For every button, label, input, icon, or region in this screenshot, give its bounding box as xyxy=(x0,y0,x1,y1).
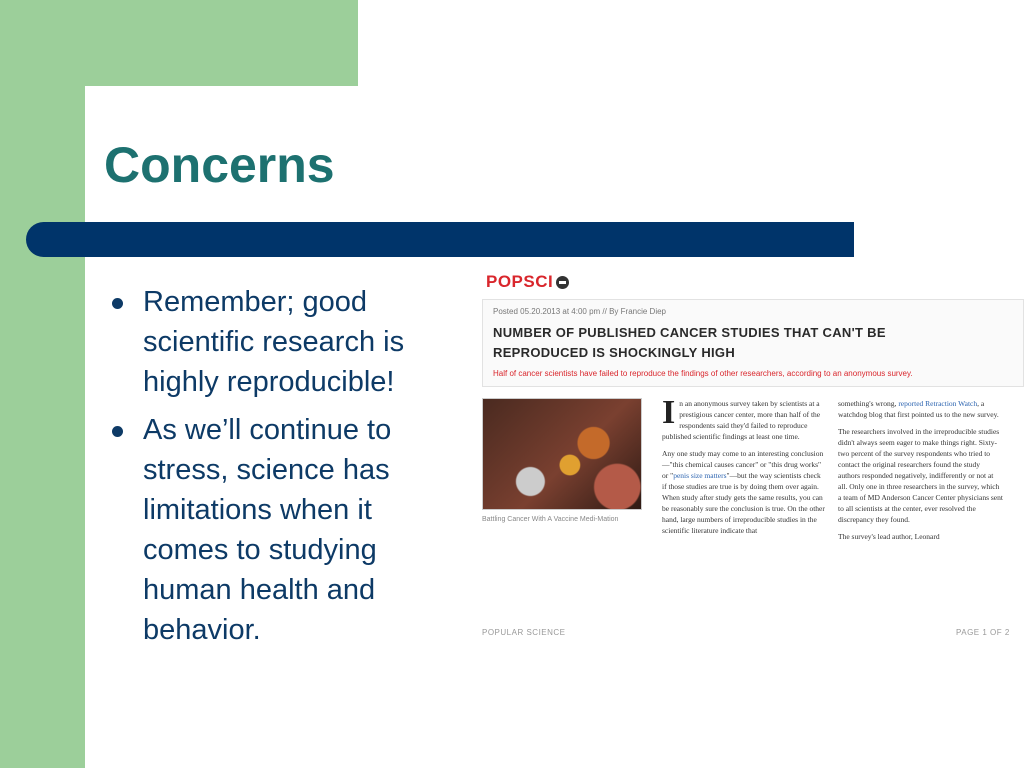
bullet-item xyxy=(108,410,453,650)
article-paragraph: The researchers involved in the irreproducible studies didn't always seem eager to make things right. Sixty-two percent of the survey respondents who tried to contact the original researchers found the study authors responded negatively, indifferently or not at all. Only one in three researchers in the survey, which a team of MD Anderson Cancer Center physicians sent to all scientists at the center, ever resolved the discrepancy they found. xyxy=(838,427,1003,524)
article-paragraph xyxy=(838,398,1003,420)
article-paragraph xyxy=(662,448,827,536)
article-column-1 xyxy=(662,394,827,542)
popsci-logo xyxy=(486,272,569,292)
article-column-2 xyxy=(838,398,1003,548)
article-link[interactable]: reported Retraction Watch xyxy=(898,399,978,408)
bullet-list xyxy=(108,282,453,658)
image-caption: Battling Cancer With A Vaccine Medi-Mation xyxy=(482,516,619,523)
green-top-band xyxy=(0,0,358,86)
article-image xyxy=(482,398,642,510)
drop-cap: I xyxy=(662,394,676,431)
article-link[interactable]: penis size matters xyxy=(673,471,727,480)
bullet-text: As we’ll continue to stress, science has limitations when it comes to studying human health and behavior. xyxy=(143,414,392,646)
article-dek: Half of cancer scientists have failed to reproduce the findings of other researchers, according to an anonymous survey. xyxy=(493,369,913,378)
popsci-badge-icon xyxy=(556,276,569,289)
bullet-dot-icon xyxy=(112,298,123,309)
bullet-item xyxy=(108,282,453,402)
bullet-dot-icon xyxy=(112,426,123,437)
article-clipping xyxy=(462,262,1024,650)
paragraph-text: Any one study may come to an interesting conclusion—"this chemical causes cancer" or "this drug works" or " xyxy=(662,449,824,480)
article-footer-page: PAGE 1 OF 2 xyxy=(956,628,1010,637)
green-side-band xyxy=(0,0,85,768)
paragraph-text: something's wrong, xyxy=(838,399,899,408)
article-paragraph: The survey's lead author, Leonard xyxy=(838,532,940,541)
paragraph-text: , a watchdog blog that first pointed us to the new survey. xyxy=(838,399,999,419)
bullet-text: Remember; good scientific research is highly reproducible! xyxy=(143,286,405,398)
article-header xyxy=(482,299,1024,387)
article-footer-source: POPULAR SCIENCE xyxy=(482,628,566,637)
paragraph-text: "—but the way scientists check if those studies are true is by doing them over again. When study after study gets the same results, you can be reasonably sure the conclusion is true. On the other hand, large numbers of irreproducible studies in the scientific literature indicate that xyxy=(662,471,825,535)
slide-title: Concerns xyxy=(104,137,335,193)
article-paragraph xyxy=(662,394,827,442)
paragraph-text: n an anonymous survey taken by scientists at a prestigious cancer center, more than half of the respondents said they'd failed to reproduce published scientific findings at least one time. xyxy=(662,399,821,441)
article-headline: NUMBER OF PUBLISHED CANCER STUDIES THAT CAN'T BE REPRODUCED IS SHOCKINGLY HIGH xyxy=(493,325,886,360)
title-rule xyxy=(26,222,854,257)
article-byline: Posted 05.20.2013 at 4:00 pm // By Francie Diep xyxy=(493,307,666,316)
popsci-logo-text: POPSCI xyxy=(486,272,554,291)
